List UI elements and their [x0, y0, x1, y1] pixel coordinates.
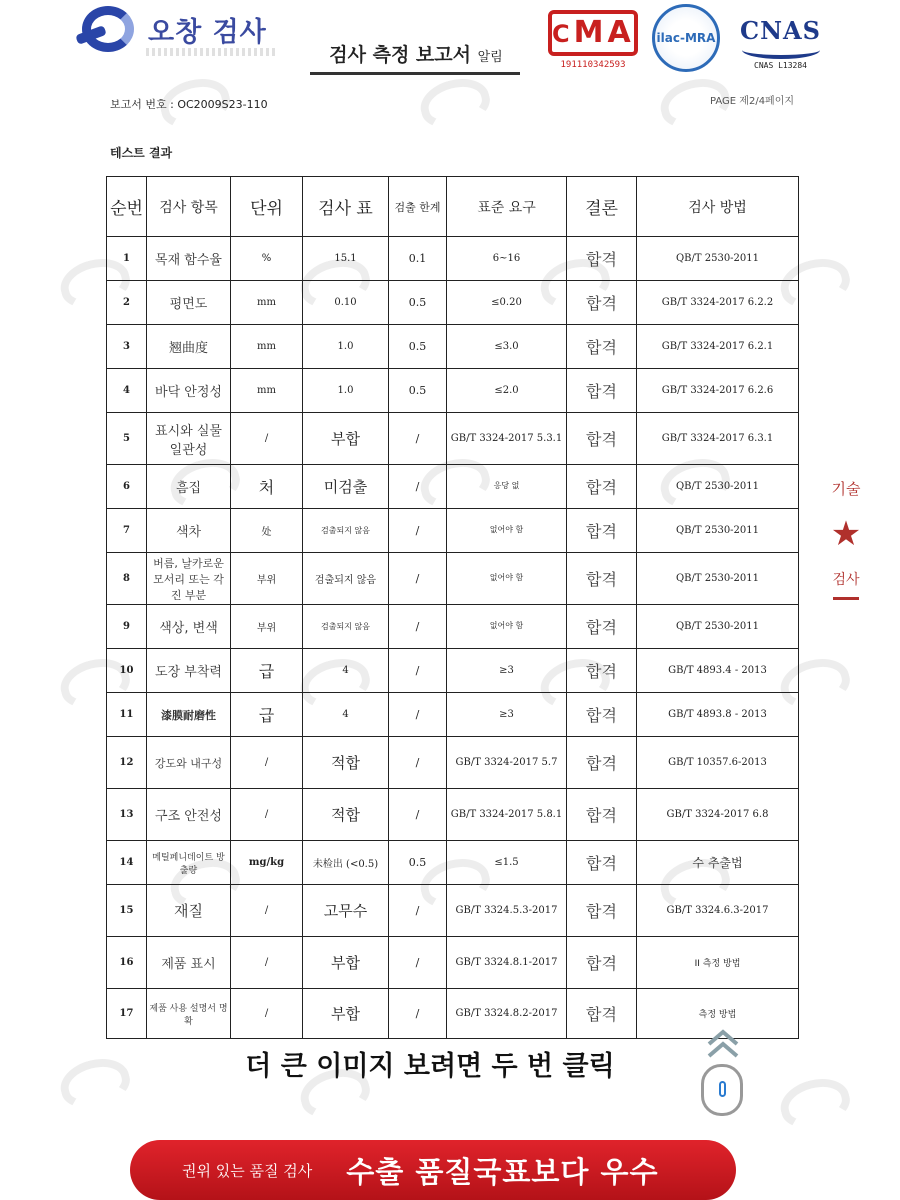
cell-item: 바닥 안정성	[147, 369, 231, 413]
ilac-mra-logo: ilac-MRA	[652, 4, 720, 72]
mouse-wheel	[719, 1081, 726, 1097]
cell-limit: /	[389, 509, 447, 553]
cell-unit: /	[231, 885, 303, 937]
cell-method: II 측정 방법	[637, 937, 799, 989]
cell-requirement: ≤2.0	[447, 369, 567, 413]
table-row	[107, 553, 799, 605]
banner-left-text: 권위 있는 품질 검사	[182, 1161, 313, 1180]
ilac-certificate	[652, 4, 720, 72]
cell-value: 검출되지 않음	[303, 605, 389, 649]
cell-no: 7	[107, 509, 147, 553]
cell-method: GB/T 4893.8 - 2013	[637, 693, 799, 737]
cell-requirement: GB/T 3324.8.2-2017	[447, 989, 567, 1039]
table-row	[107, 885, 799, 937]
cell-result: 합격	[567, 737, 637, 789]
side-badge-bottom: 검사	[832, 572, 860, 588]
cell-result: 합격	[567, 693, 637, 737]
cell-item: 漆膜耐磨性	[147, 693, 231, 737]
cell-method: 수 추출법	[637, 841, 799, 885]
cell-limit: 0.5	[389, 841, 447, 885]
cell-result: 합격	[567, 369, 637, 413]
report-title-suffix: 알림	[477, 50, 503, 65]
cell-item: 색차	[147, 509, 231, 553]
cell-item: 색상, 변색	[147, 605, 231, 649]
cell-unit: mg/kg	[231, 841, 303, 885]
cell-no: 16	[107, 937, 147, 989]
cell-limit: /	[389, 693, 447, 737]
cell-requirement: GB/T 3324-2017 5.7	[447, 737, 567, 789]
cell-result: 합격	[567, 937, 637, 989]
header-item: 검사 항목	[147, 177, 231, 237]
cell-item: 제품 사용 설명서 명확	[147, 989, 231, 1039]
logo-icon	[76, 4, 142, 54]
logo-subtitle-decoration	[146, 48, 276, 56]
cell-requirement: GB/T 3324.8.1-2017	[447, 937, 567, 989]
cell-value: 15.1	[303, 237, 389, 281]
cell-no: 3	[107, 325, 147, 369]
cell-unit: /	[231, 989, 303, 1039]
cell-result: 합격	[567, 841, 637, 885]
header-seq: 순번	[107, 177, 147, 237]
cell-result: 합격	[567, 789, 637, 841]
cell-value: 0.10	[303, 281, 389, 325]
cell-method: GB/T 3324-2017 6.3.1	[637, 413, 799, 465]
cell-no: 14	[107, 841, 147, 885]
cell-unit: 부위	[231, 605, 303, 649]
mouse-icon	[701, 1064, 743, 1116]
cell-method: QB/T 2530-2011	[637, 465, 799, 509]
table-header-row	[107, 177, 799, 237]
section-title: 테스트 결과	[110, 146, 173, 160]
cell-limit: /	[389, 937, 447, 989]
cell-requirement: ≥3	[447, 649, 567, 693]
cell-method: GB/T 3324-2017 6.2.1	[637, 325, 799, 369]
header-requirement: 표준 요구	[447, 177, 567, 237]
cell-result: 합격	[567, 465, 637, 509]
cell-value: 부합	[303, 413, 389, 465]
table-row	[107, 509, 799, 553]
cell-requirement: 응당 없	[447, 465, 567, 509]
cell-method: GB/T 3324-2017 6.2.2	[637, 281, 799, 325]
cell-limit: /	[389, 789, 447, 841]
cell-value: 적합	[303, 789, 389, 841]
table-row	[107, 237, 799, 281]
table-row	[107, 325, 799, 369]
cell-value: 검출되지 않음	[303, 509, 389, 553]
cell-no: 8	[107, 553, 147, 605]
cell-value: 4	[303, 649, 389, 693]
header-result: 결론	[567, 177, 637, 237]
cell-no: 12	[107, 737, 147, 789]
page-number: PAGE 제2/4페이지	[710, 96, 795, 107]
cell-value: 1.0	[303, 325, 389, 369]
cell-requirement: GB/T 3324-2017 5.8.1	[447, 789, 567, 841]
cma-certificate	[548, 10, 638, 70]
cell-unit: 처	[231, 465, 303, 509]
cell-method: 측정 방법	[637, 989, 799, 1039]
title-underline	[310, 72, 520, 75]
cell-result: 합격	[567, 553, 637, 605]
cell-limit: /	[389, 989, 447, 1039]
report-title-main: 검사 측정 보고서	[329, 44, 471, 66]
cma-logo: CMA	[548, 10, 638, 56]
cell-limit: 0.1	[389, 237, 447, 281]
cell-result: 합격	[567, 989, 637, 1039]
table-row	[107, 841, 799, 885]
cell-unit: %	[231, 237, 303, 281]
cell-no: 2	[107, 281, 147, 325]
cell-requirement: GB/T 3324.5.3-2017	[447, 885, 567, 937]
cell-method: QB/T 2530-2011	[637, 553, 799, 605]
table-row	[107, 693, 799, 737]
table-row	[107, 737, 799, 789]
cell-result: 합격	[567, 605, 637, 649]
cell-unit: /	[231, 789, 303, 841]
cell-item: 표시와 실물 일관성	[147, 413, 231, 465]
cell-no: 4	[107, 369, 147, 413]
cnas-number: CNAS L13284	[754, 61, 807, 70]
cell-method: GB/T 3324-2017 6.2.6	[637, 369, 799, 413]
table-row	[107, 789, 799, 841]
cell-no: 10	[107, 649, 147, 693]
cnas-logo: CNAS	[740, 16, 821, 45]
cell-unit: /	[231, 737, 303, 789]
cell-value: 고무수	[303, 885, 389, 937]
cell-method: QB/T 2530-2011	[637, 509, 799, 553]
table-row	[107, 605, 799, 649]
cell-limit: /	[389, 649, 447, 693]
cell-no: 1	[107, 237, 147, 281]
cell-limit: /	[389, 465, 447, 509]
cell-limit: /	[389, 885, 447, 937]
cell-requirement: 없어야 함	[447, 605, 567, 649]
cell-item: 도장 부착력	[147, 649, 231, 693]
banner-right-text: 수출 품질국표보다 우수	[346, 1154, 659, 1189]
cell-item: 구조 안전성	[147, 789, 231, 841]
table-row	[107, 465, 799, 509]
cell-unit: mm	[231, 325, 303, 369]
header-limit: 검출 한계	[389, 177, 447, 237]
cell-item: 翘曲度	[147, 325, 231, 369]
cell-limit: 0.5	[389, 325, 447, 369]
cell-limit: /	[389, 413, 447, 465]
cell-item: 제품 표시	[147, 937, 231, 989]
cell-method: GB/T 4893.4 - 2013	[637, 649, 799, 693]
cell-unit: 处	[231, 509, 303, 553]
cell-value: 적합	[303, 737, 389, 789]
cell-requirement: ≤0.20	[447, 281, 567, 325]
cell-unit: 급	[231, 693, 303, 737]
cell-limit: /	[389, 737, 447, 789]
cell-no: 9	[107, 605, 147, 649]
cell-item: 버름, 날카로운 모서리 또는 각진 부분	[147, 553, 231, 605]
cell-method: GB/T 3324.6.3-2017	[637, 885, 799, 937]
cell-item: 강도와 내구성	[147, 737, 231, 789]
cell-value: 4	[303, 693, 389, 737]
cell-result: 합격	[567, 885, 637, 937]
table-row	[107, 413, 799, 465]
cell-no: 5	[107, 413, 147, 465]
cell-requirement: 없어야 함	[447, 509, 567, 553]
cell-result: 합격	[567, 649, 637, 693]
cell-limit: 0.5	[389, 369, 447, 413]
cell-result: 합격	[567, 281, 637, 325]
header-value: 검사 표	[303, 177, 389, 237]
side-badge-underline	[833, 597, 859, 600]
cell-requirement: ≤1.5	[447, 841, 567, 885]
header-unit: 단위	[231, 177, 303, 237]
cell-result: 합격	[567, 237, 637, 281]
cell-value: 부합	[303, 989, 389, 1039]
company-logo	[76, 4, 267, 54]
table-row	[107, 281, 799, 325]
cell-unit: /	[231, 413, 303, 465]
side-badge	[824, 478, 868, 600]
cell-method: QB/T 2530-2011	[637, 237, 799, 281]
report-number: 보고서 번호 : OC2009S23-110	[110, 98, 268, 111]
cell-value: 부합	[303, 937, 389, 989]
cell-limit: 0.5	[389, 281, 447, 325]
cell-limit: /	[389, 605, 447, 649]
promo-banner	[130, 1140, 736, 1200]
cell-requirement: ≥3	[447, 693, 567, 737]
cell-requirement: GB/T 3324-2017 5.3.1	[447, 413, 567, 465]
zoom-hint: 더 큰 이미지 보려면 두 번 클릭	[245, 1051, 615, 1082]
cell-method: QB/T 2530-2011	[637, 605, 799, 649]
table-row	[107, 369, 799, 413]
cell-value: 1.0	[303, 369, 389, 413]
report-title	[312, 40, 520, 67]
test-results-table	[106, 176, 799, 1039]
cma-number: 191110342593	[560, 60, 626, 70]
cell-item: 재질	[147, 885, 231, 937]
cell-item: 목재 함수율	[147, 237, 231, 281]
cell-method: GB/T 3324-2017 6.8	[637, 789, 799, 841]
cell-unit: mm	[231, 281, 303, 325]
cell-unit: 급	[231, 649, 303, 693]
cell-result: 합격	[567, 325, 637, 369]
cell-item: 흠집	[147, 465, 231, 509]
cnas-certificate	[740, 16, 821, 70]
cell-no: 11	[107, 693, 147, 737]
cell-requirement: 6~16	[447, 237, 567, 281]
logo-text: 오창 검사	[148, 16, 267, 48]
cell-no: 17	[107, 989, 147, 1039]
cell-unit: mm	[231, 369, 303, 413]
cell-no: 13	[107, 789, 147, 841]
table-row	[107, 649, 799, 693]
cell-limit: /	[389, 553, 447, 605]
table-row	[107, 989, 799, 1039]
cell-item: 메틸페니데이트 방출량	[147, 841, 231, 885]
table-row	[107, 937, 799, 989]
cell-value: 未检出 (<0.5)	[303, 841, 389, 885]
cell-method: GB/T 10357.6-2013	[637, 737, 799, 789]
cell-requirement: 없어야 함	[447, 553, 567, 605]
cell-unit: 부위	[231, 553, 303, 605]
header-method: 검사 방법	[637, 177, 799, 237]
cell-unit: /	[231, 937, 303, 989]
cell-item: 평면도	[147, 281, 231, 325]
cell-requirement: ≤3.0	[447, 325, 567, 369]
cell-no: 6	[107, 465, 147, 509]
cell-result: 합격	[567, 509, 637, 553]
scroll-up-icon[interactable]	[703, 1028, 743, 1062]
star-icon: ★	[830, 514, 862, 554]
cell-value: 검출되지 않음	[303, 553, 389, 605]
cell-no: 15	[107, 885, 147, 937]
cell-value: 미검출	[303, 465, 389, 509]
side-badge-top: 기술	[831, 480, 861, 498]
cell-result: 합격	[567, 413, 637, 465]
